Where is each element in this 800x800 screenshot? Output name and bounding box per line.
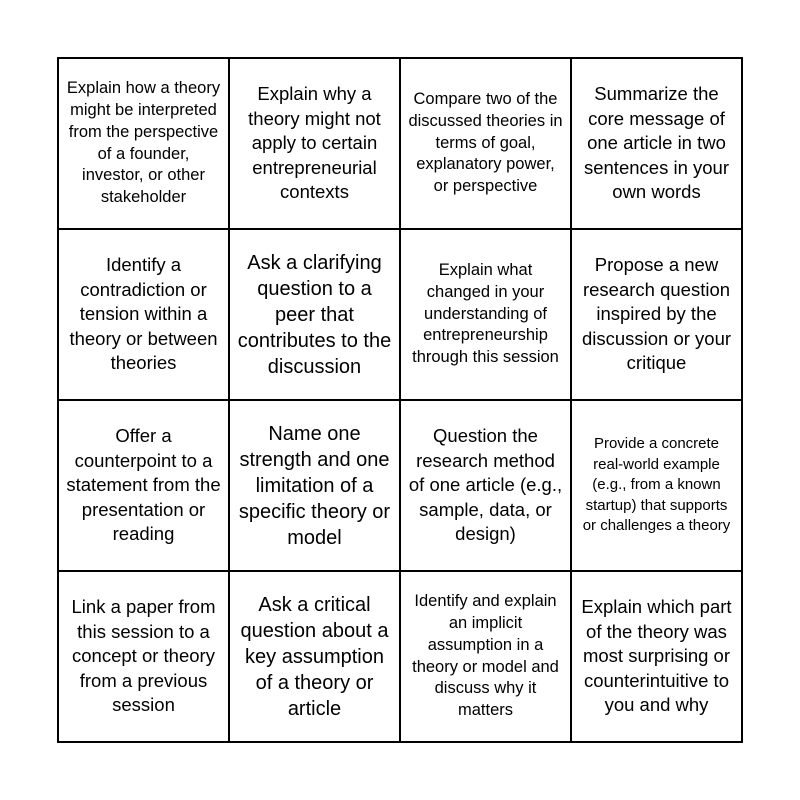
cell-text: Ask a critical question about a key assumption of a theory or article — [240, 593, 389, 720]
cell-text: Summarize the core message of one article in two sentences in your own words — [583, 83, 729, 203]
cell-text: Name one strength and one limitation of a specific theory or model — [238, 422, 391, 549]
cell-text: Explain which part of the theory was most surprising or counterintuitive to you and why — [581, 596, 732, 716]
bingo-cell[interactable] — [401, 572, 572, 743]
bingo-cell[interactable] — [230, 401, 401, 572]
cell-text: Propose a new research question inspired by the discussion or your critique — [581, 254, 732, 374]
cell-text: Question the research method of one article (e.g., sample, data, or design) — [408, 425, 563, 545]
bingo-cell[interactable] — [59, 572, 230, 743]
bingo-cell[interactable] — [572, 401, 743, 572]
bingo-cell[interactable] — [572, 572, 743, 743]
bingo-cell[interactable] — [59, 59, 230, 230]
bingo-cell[interactable] — [401, 59, 572, 230]
cell-text: Explain how a theory might be interpreted from the perspective of a founder, investor, or other stakeholder — [66, 79, 221, 206]
cell-text: Ask a clarifying question to a peer that contributes to the discussion — [237, 251, 392, 378]
bingo-cell[interactable] — [230, 572, 401, 743]
bingo-cell[interactable] — [572, 59, 743, 230]
cell-text: Compare two of the discussed theories in terms of goal, explanatory power, or perspective — [408, 90, 563, 196]
cell-text: Offer a counterpoint to a statement from the presentation or reading — [66, 425, 221, 545]
bingo-cell[interactable] — [401, 401, 572, 572]
cell-text: Explain why a theory might not apply to certain entrepreneurial contexts — [248, 83, 381, 203]
cell-text: Identify a contradiction or tension within a theory or between theories — [69, 254, 218, 374]
bingo-cell[interactable] — [572, 230, 743, 401]
cell-text: Provide a concrete real-world example (e.g., from a known startup) that supports or challenges a theory — [582, 435, 731, 535]
cell-text: Link a paper from this session to a concept or theory from a previous session — [71, 596, 216, 716]
cell-text: Explain what changed in your understanding of entrepreneurship through this session — [412, 261, 559, 367]
bingo-cell[interactable] — [59, 401, 230, 572]
bingo-cell[interactable] — [401, 230, 572, 401]
bingo-cell[interactable] — [230, 230, 401, 401]
bingo-cell[interactable] — [59, 230, 230, 401]
cell-text: Identify and explain an implicit assumption in a theory or model and discuss why it matters — [412, 592, 559, 719]
bingo-grid — [57, 57, 743, 743]
bingo-cell[interactable] — [230, 59, 401, 230]
